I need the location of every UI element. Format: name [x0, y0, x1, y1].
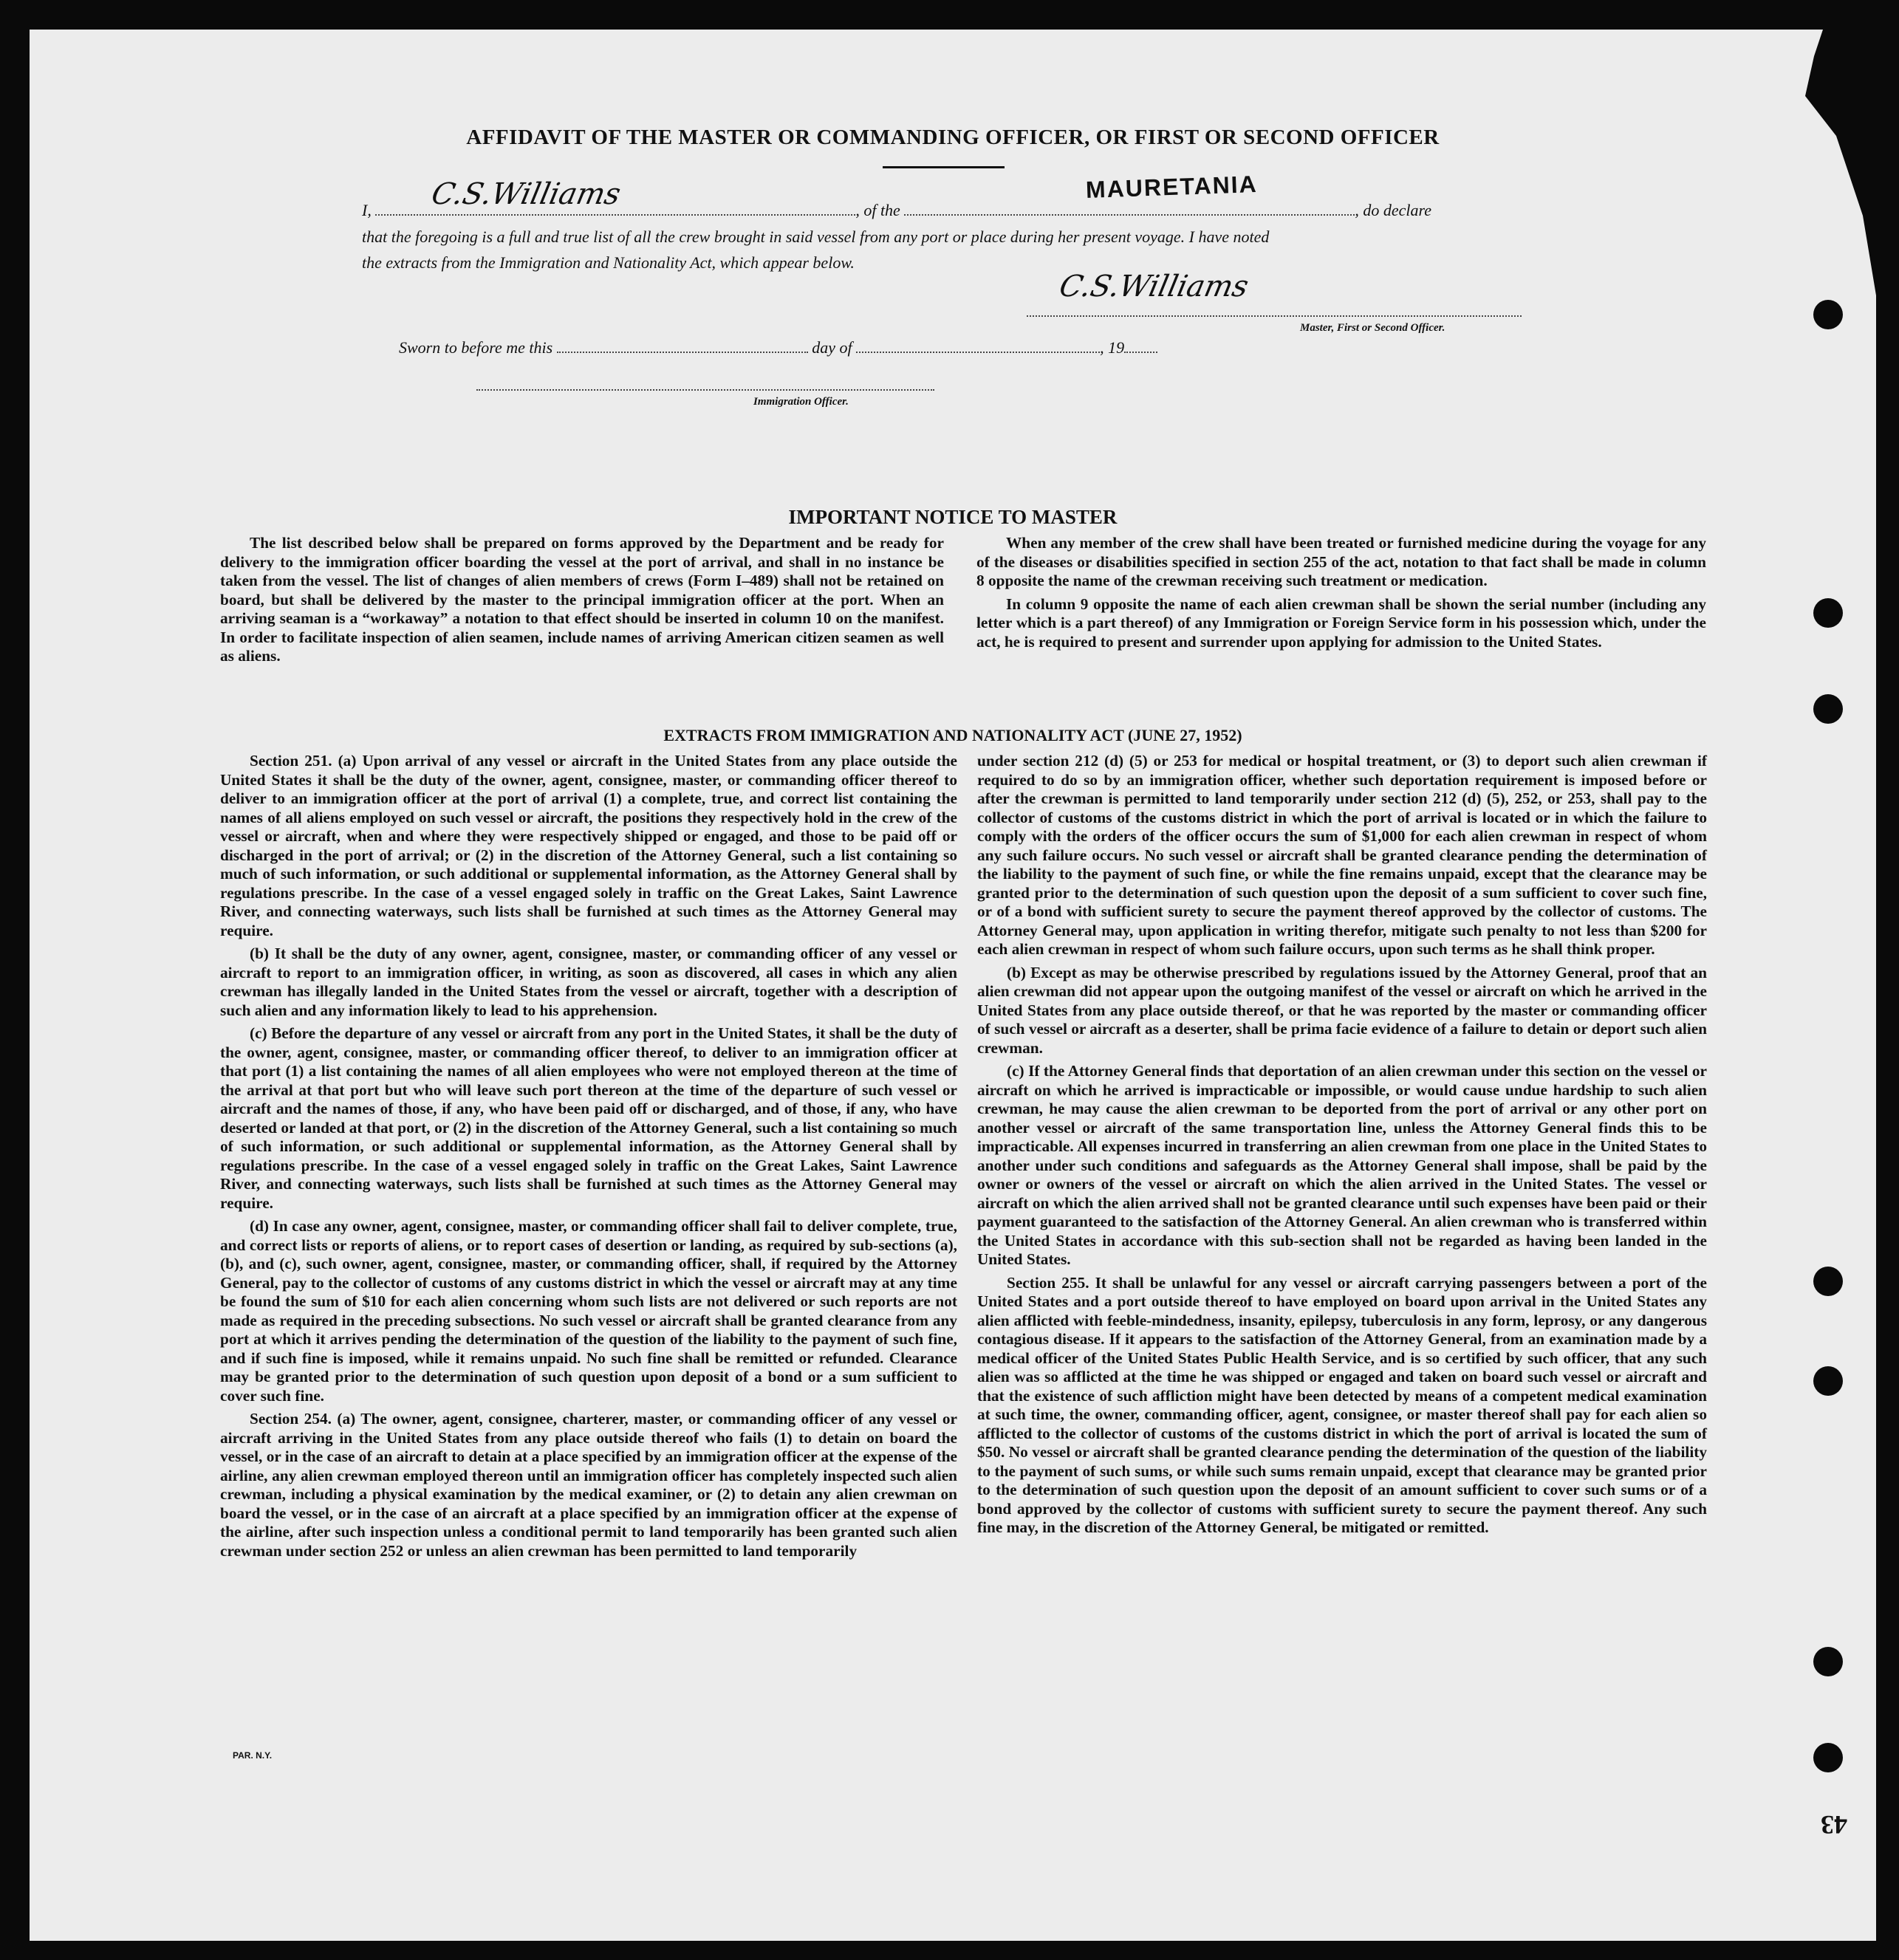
year-prefix: , 19 [1100, 338, 1125, 357]
extracts-title: EXTRACTS FROM IMMIGRATION AND NATIONALITY ACT (JUNE 27, 1952) [663, 726, 1242, 744]
printer-mark: PAR. N.Y. [233, 1750, 273, 1761]
punch-hole [1813, 1267, 1843, 1296]
notice-title: IMPORTANT NOTICE TO MASTER [788, 506, 1118, 528]
section-paragraph: (c) If the Attorney General finds that deportation of an alien crewman under this section on the vessel or aircraft on which he arrived is impracticable or impossible, or would cause undue hardship to such alien crewman, he may cause the alien crewman to be deported from the port of arrival or any other port on another vessel or aircraft of the same transportation line, unless the Attorney General finds this to be impracticable. All expenses incurred in transferring an alien crewman from one place in the United States to another under such conditions and safeguards as the Attorney General shall impose, shall be paid by the owner or owners of the vessel or aircraft on which the alien arrived in the United States. The vessel or aircraft on which the alien arrived shall not be granted clearance until such expenses have been paid or their payment guaranteed to the satisfaction of the Attorney General. An alien crewman who is transferred within the United States in accordance with this sub-section shall not be regarded as having been landed in the United States. [977, 1062, 1707, 1268]
affidavit-title: AFFIDAVIT OF THE MASTER OR COMMANDING OFFICER, OR FIRST OR SECOND OFFICER [466, 126, 1440, 149]
page-number: 43 [1821, 1810, 1847, 1840]
section-paragraph: Section 255. It shall be unlawful for any vessel or aircraft carrying passengers between a port of the United States and a port outside thereof to have employed on board upon arrival in the United States any alien afflicted with feeble-mindedness, insanity, epilepsy, tuberculosis in any form, leprosy, or any dangerous contagious disease. If it appears to the satisfaction of the Attorney General, from an examination made by a medical officer of the United States Public Health Service, and is so certified by such officer, that any such alien was so afflicted at the time he was shipped or engaged and taken on board such vessel or aircraft and that the existence of such affliction might have been detected by means of a competent medical examination at such time, the owner, commanding officer, agent, consignee, or master thereof shall pay for each alien so afflicted to the collector of customs of the customs district in which the port of arrival is located the sum of $50. No vessel or aircraft shall be granted clearance pending the determination of the question of the liability to the payment of such sums, or while such sums remain unpaid, except that clearance may be granted prior to the determination of such question upon the deposit of an amount sufficient to cover such sums or of a bond approved by the collector of customs with sufficient surety to secure the payment thereof. Any such fine may, in the discretion of the Attorney General, be mitigated or remitted. [977, 1273, 1707, 1536]
punch-hole [1813, 694, 1843, 724]
declaration-prefix: I, [362, 201, 372, 219]
punch-hole [1813, 1647, 1843, 1676]
punch-hole [1813, 1366, 1843, 1396]
notice-paragraph: The list described below shall be prepared on forms approved by the Department and be ready for delivery to the immigration officer boarding the vessel at the port of arrival, and shall in no instance be taken from the vessel. The list of changes of alien members of crews (Form I–489) shall not be retained on board, but shall be delivered by the master to the principal immigration officer at the port. When an arriving seaman is a “workaway” a notation to that effect should be inserted in column 10 on the manifest. In order to facilitate inspection of alien seamen, include names of arriving American citizen seamen as well as aliens. [220, 534, 944, 665]
declaration-line-3: the extracts from the Immigration and Nationality Act, which appear below. [362, 253, 855, 272]
section-paragraph: (b) It shall be the duty of any owner, agent, consignee, master, or commanding officer of any vessel or aircraft to report to an immigration officer, in writing, as soon as discovered, all cases in which any alien crewman has illegally landed in the United States from the vessel or aircraft, together with a description of such alien and any information likely to lead to his apprehension. [220, 945, 957, 1019]
vessel-field [904, 214, 1355, 216]
punch-hole [1813, 300, 1843, 329]
section-paragraph: Section 251. (a) Upon arrival of any vessel or aircraft in the United States from any place outside the United States it shall be the duty of the owner, agent, consignee, master, or commanding officer thereof to deliver to an immigration officer at the port of arrival (1) a complete, true, and correct list containing the names of all aliens employed on such vessel or aircraft, the positions they respectively hold in the crew of the vessel or aircraft, when and where they were respectively shipped or engaged, and those to be paid off or discharged in the port of arrival; or (2) in the discretion of the Attorney General, such a list containing so much of such information, or such additional or supplemental information, as the Attorney General shall by regulations prescribe. In the case of a vessel engaged solely in traffic on the Great Lakes, Saint Lawrence River, and connecting waterways, such lists shall be furnished at such times as the Attorney General may require. [220, 752, 957, 939]
section-paragraph: Section 254. (a) The owner, agent, consignee, charterer, master, or commanding officer of any vessel or aircraft arriving in the United States from any place outside thereof who fails (1) to detain on board the vessel, or in the case of an aircraft to detain at a place specified by an immigration officer at the expense of the airline, any alien crewman employed thereon until an immigration officer has completely inspected such alien crewman, including a physical examination by the medical examiner, or (2) to detain any alien crewman on board the vessel, or in the case of an aircraft at a place specified by an immigration officer at the expense of the airline, after such inspection unless a conditional permit to land temporarily has been granted such alien crewman under section 252 or unless an alien crewman has been permitted to land temporarily [220, 1410, 957, 1560]
year-field [1124, 352, 1157, 353]
notice-right-column [976, 534, 1706, 651]
torn-corner [1787, 30, 1876, 295]
punch-hole [1813, 1743, 1843, 1772]
title-rule [883, 166, 1005, 168]
month-field [856, 352, 1100, 353]
notice-paragraph: In column 9 opposite the name of each alien crewman shall be shown the serial number (including any letter which is a part thereof) of any Immigration or Foreign Service form in his possession which, under the act, he is required to present and surrender upon applying for admission to the United States. [976, 594, 1706, 651]
day-of-label: day of [812, 338, 852, 357]
day-field [557, 352, 808, 353]
officer-caption: Immigration Officer. [753, 396, 849, 408]
do-declare-label: , do declare [1355, 201, 1431, 219]
notice-paragraph: When any member of the crew shall have been treated or furnished medicine during the voyage for any of the diseases or disabilities specified in section 255 of the act, notation to that fact shall be made in column 8 opposite the name of the crewman receiving such treatment or medication. [976, 534, 1706, 589]
section-paragraph: (b) Except as may be otherwise prescribed by regulations issued by the Attorney General, proof that an alien crewman did not appear upon the outgoing manifest of the vessel or aircraft on which he arrived in the United States from any place outside thereof, or that he was reported by the master or commanding officer of such vessel or aircraft as a deserter, shall be prima facie evidence of a failure to detain or deport such alien crewman. [977, 963, 1707, 1057]
name-field [375, 214, 855, 216]
master-signature: C.S.Williams [1056, 270, 1252, 304]
sworn-prefix: Sworn to before me this [399, 338, 553, 357]
document-page [30, 30, 1876, 1941]
punch-hole [1813, 598, 1843, 628]
inline-signature: C.S.Williams [428, 177, 624, 211]
master-caption: Master, First or Second Officer. [1300, 322, 1445, 334]
extracts-right-column [977, 752, 1707, 1538]
section-paragraph: (d) In case any owner, agent, consignee, master, or commanding officer shall fail to deliver complete, true, and correct lists or reports of aliens, or to report cases of desertion or landing, as required by sub-sections (a), (b), and (c), such owner, agent, consignee, master, or commanding officer, shall, if required by the Attorney General, pay to the collector of customs of any customs district in which the vessel or aircraft may at any time be found the sum of $10 for each alien concerning whom such lists are not delivered or such reports are not made as required in the preceding subsections. No such vessel or aircraft shall be granted clearance from any port at which it arrives pending the determination of the question of the liability to the payment of such fine, and if such fine is imposed, while it remains unpaid. No such fine shall be remitted or refunded. Clearance may be granted prior to the determination of such question upon deposit of a bond or a sum sufficient to cover such fine. [220, 1217, 957, 1405]
section-paragraph: (c) Before the departure of any vessel or aircraft from any port in the United States, it shall be the duty of the owner, agent, consignee, master, or commanding officer thereof, to deliver to an immigration officer at that port (1) a list containing the names of all alien employees who were not employed thereon at the time of the arrival at that port but who will leave such port thereon at the time of the departure of such vessel or aircraft and the names of those, if any, who have been paid off or discharged, and of those, if any, who have deserted or landed at that port, or (2) in the discretion of the Attorney General, such a list containing so much of such information, or such additional or supplemental information, as the Attorney General shall by regulations prescribe. In the case of a vessel engaged solely in traffic on the Great Lakes, Saint Lawrence River, and connecting waterways, such lists shall be furnished at such times as the Attorney General may require. [220, 1024, 957, 1212]
of-the-label: , of the [855, 201, 900, 219]
notice-left-column [220, 534, 944, 666]
officer-signature-line [476, 389, 934, 391]
sworn-line [399, 338, 1157, 357]
section-paragraph: under section 212 (d) (5) or 253 for medical or hospital treatment, or (3) to deport such alien crewman if required to do so by an immigration officer, whether such deportation requirement is imposed before or after the crewman is permitted to land temporarily under section 212 (d) (5), 252, or 253, shall pay to the collector of customs of the customs district in which the port of arrival is located or in which the failure to comply with the orders of the officer occurs the sum of $1,000 for each alien crewman in respect of whom any such failure occurs. No such vessel or aircraft shall be granted clearance pending the determination of the liability to the payment of such fine, or while the fine remains unpaid, except that the clearance may be granted prior to the determination of such question upon the deposit of a sum sufficient to cover such fine, or of a bond with sufficient surety to secure the payment thereof approved by the collector of customs. The Attorney General may, upon application in writing therefor, mitigate such penalty to not less than $200 for each alien crewman in respect of whom such failure occurs, upon such terms as he shall think proper. [977, 752, 1707, 958]
extracts-left-column [220, 752, 957, 1560]
signature-line [1027, 315, 1522, 317]
vessel-name-stamp: MAURETANIA [1085, 170, 1259, 204]
declaration-line-2: that the foregoing is a full and true list of all the crew brought in said vessel from any port or place during her present voyage. I have noted [362, 227, 1270, 246]
